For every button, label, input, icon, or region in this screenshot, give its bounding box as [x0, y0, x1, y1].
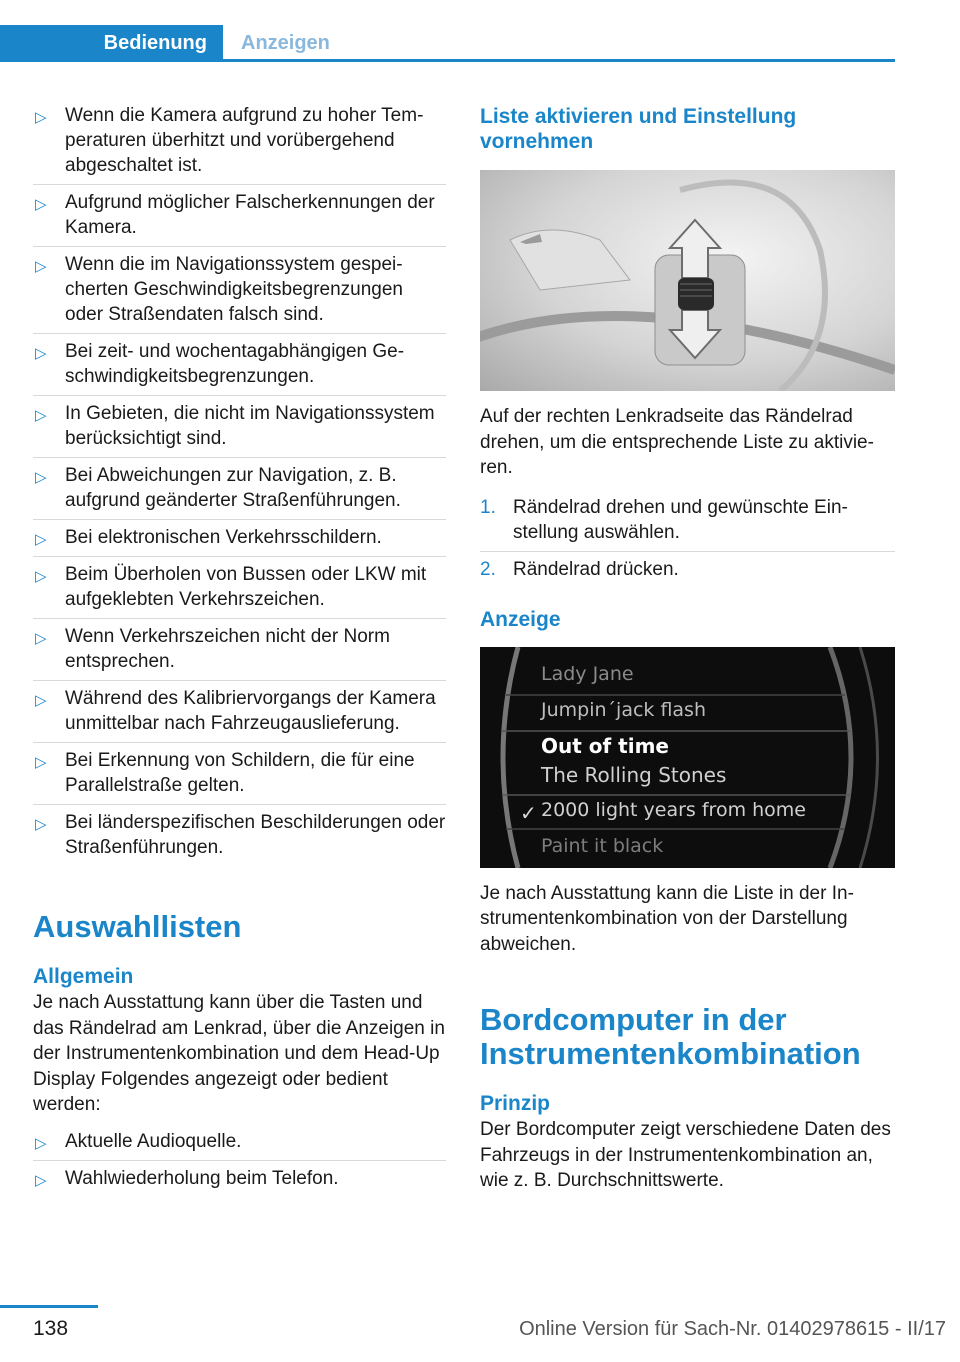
subsection-title-prinzip: Prinzip: [480, 1092, 551, 1115]
list-item: 2. Rändelrad drücken.: [480, 551, 895, 588]
list-item: ▷ Bei zeit- und wochentagabhängigen Geschwindigkeitsbegrenzungen.: [33, 333, 446, 395]
right-column: [480, 98, 895, 1194]
list-item: ▷ Beim Überholen von Bussen oder LKW mit aufgeklebten Verkehrszeichen.: [33, 556, 446, 618]
page-header: [0, 0, 895, 62]
list-item: ▷ Bei Erkennung von Schildern, die für eine Parallelstraße gelten.: [33, 742, 446, 804]
triangle-bullet-icon: ▷: [35, 816, 47, 833]
footer-divider: [0, 1305, 98, 1308]
subsection-title-allgemein: Allgemein: [33, 965, 134, 988]
instrument-display-image: [480, 647, 895, 868]
display-song-out-of-time: Out of time: [541, 733, 669, 758]
triangle-bullet-icon: ▷: [35, 196, 47, 213]
heading-liste-aktivieren: Liste aktivieren und Einstellung vornehmen: [480, 105, 797, 153]
feature-list: [33, 1124, 446, 1197]
online-version-text: Online Version für Sach-Nr. 01402978615 - II/17: [519, 1318, 946, 1340]
steps-list: [480, 490, 895, 588]
intro-paragraph: Je nach Ausstattung kann über die Tasten und das Rändelrad am Lenkrad, über die Anzeigen in der Instrumentenkombination und dem Head-Up Display Folgendes angezeigt oder bedient werden:: [33, 992, 445, 1115]
triangle-bullet-icon: ▷: [35, 258, 47, 275]
display-artist: The Rolling Stones: [541, 762, 727, 787]
tab-anzeigen[interactable]: Anzeigen: [241, 32, 330, 54]
page-number: 138: [33, 1317, 69, 1340]
left-column: [33, 98, 446, 1197]
section-title-auswahllisten: Auswahllisten: [33, 909, 242, 944]
list-item: ▷ Bei länderspezifischen Beschilderungen oder Straßenführungen.: [33, 804, 446, 866]
triangle-bullet-icon: ▷: [35, 531, 47, 548]
steering-wheel-illustration: [480, 170, 895, 391]
list-item: ▷ Während des Kalibriervorgangs der Kamera unmittelbar nach Fahrzeugauslieferung.: [33, 680, 446, 742]
tab-bedienung[interactable]: Bedienung: [0, 25, 223, 62]
list-item: ▷ Aktuelle Audioquelle.: [33, 1124, 446, 1160]
triangle-bullet-icon: ▷: [35, 1171, 47, 1189]
triangle-bullet-icon: ▷: [35, 630, 47, 647]
list-item: ▷ Bei Abweichungen zur Navigation, z. B. aufgrund geänderter Straßenführungen.: [33, 457, 446, 519]
list-item: ▷ Bei elektronischen Verkehrsschildern.: [33, 519, 446, 556]
list-item: ▷ Wenn die Kamera aufgrund zu hoher Temperaturen überhitzt und vorübergehend abgeschaltet ist.: [35, 105, 424, 176]
triangle-bullet-icon: ▷: [35, 345, 47, 362]
triangle-bullet-icon: ▷: [35, 109, 47, 126]
list-item: ▷ Aufgrund möglicher Falscherkennungen der Kamera.: [33, 184, 446, 246]
triangle-bullet-icon: ▷: [35, 1134, 47, 1152]
heading-anzeige: Anzeige: [480, 607, 561, 631]
display-song-2000-light-years: 2000 light years from home: [541, 798, 806, 821]
triangle-bullet-icon: ▷: [35, 692, 47, 709]
triangle-bullet-icon: ▷: [35, 469, 47, 486]
paragraph-bordcomputer: Der Bordcomputer zeigt verschiedene Daten des Fahrzeugs in der Instrumentenkombination an, wie z. B. Durchschnittswerte.: [480, 1119, 891, 1191]
list-item: ▷ Wenn die im Navigationssystem gespeicherten Geschwindigkeitsbegrenzungen oder Straßendaten falsch sind.: [33, 246, 446, 333]
triangle-bullet-icon: ▷: [35, 407, 47, 424]
section-title-bordcomputer: Bordcomputer in der Instrumentenkombination: [480, 1002, 861, 1071]
display-song-jumpin-jack: Jumpin´jack flash: [541, 698, 706, 721]
triangle-bullet-icon: ▷: [35, 754, 47, 771]
list-item: ▷ Wenn Verkehrszeichen nicht der Norm entsprechen.: [33, 618, 446, 680]
bullet-list: [33, 98, 446, 866]
triangle-bullet-icon: ▷: [35, 568, 47, 585]
list-item: ▷ Wahlwiederholung beim Telefon.: [33, 1160, 446, 1197]
list-item: 1. Rändelrad drehen und gewünschte Einstellung auswählen.: [480, 496, 848, 543]
display-song-lady-jane: Lady Jane: [541, 662, 634, 685]
paragraph-ausstattung: Je nach Ausstattung kann die Liste in der Instrumentenkombination von der Darstellung abweichen.: [480, 882, 854, 955]
checkmark-icon: ✓: [520, 800, 537, 825]
paragraph-lenkradseite: Auf der rechten Lenkradseite das Rändelrad drehen, um die entsprechende Liste zu aktivieren.: [480, 406, 874, 478]
list-item: ▷ In Gebieten, die nicht im Navigationssystem berücksichtigt sind.: [33, 395, 446, 457]
display-song-paint-it-black: Paint it black: [541, 834, 664, 857]
header-divider: [0, 59, 895, 62]
steering-wheel-image: [480, 170, 895, 391]
